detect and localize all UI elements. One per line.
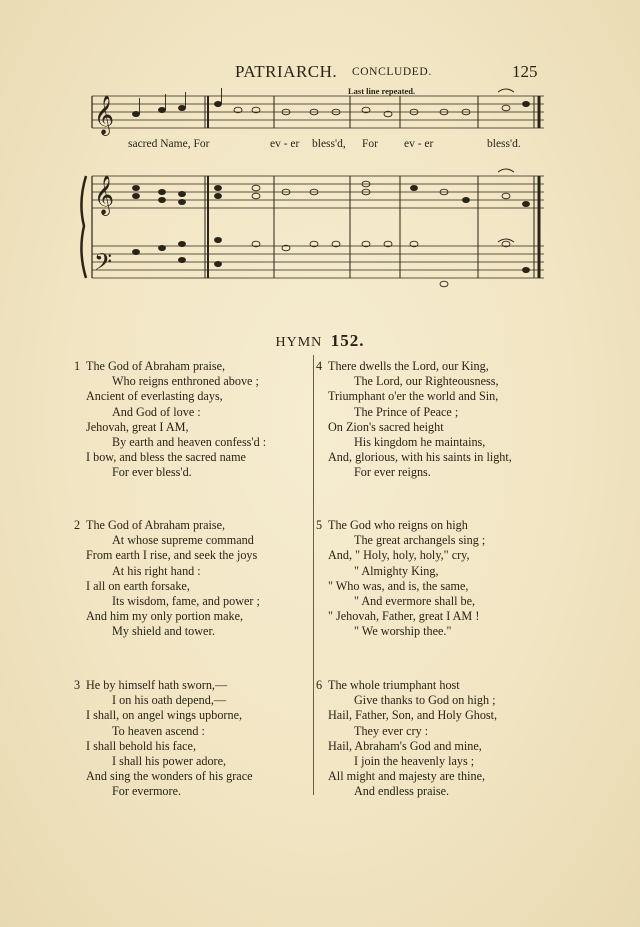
stanza-line-text: By earth and heaven confess'd :	[112, 435, 267, 450]
lyric-syllable: sacred Name, For	[128, 138, 210, 150]
stanza-line-text: " And evermore shall be,	[354, 594, 476, 609]
stanza-line	[328, 624, 485, 639]
stanza-line-text: He by himself hath sworn,—	[86, 678, 228, 692]
stanza-line	[86, 579, 260, 594]
fermata-icon	[498, 89, 514, 92]
lyric-syllable: bless'd,	[312, 138, 346, 150]
stanza-2	[74, 518, 260, 640]
stanza-line-text: Hail, Abraham's God and mine,	[328, 738, 482, 753]
stanza-line-text: The God of Abraham praise,	[86, 359, 226, 373]
stanza-line-text: The great archangels sing ;	[354, 533, 486, 548]
hymn-number: 152.	[330, 331, 365, 350]
stanza-5	[316, 518, 485, 640]
stanza-line-text: And, " Holy, holy, holy," cry,	[328, 548, 470, 563]
stanza-line-text: And him my only portion make,	[86, 609, 244, 624]
stanza-line	[328, 389, 512, 404]
brace-icon	[81, 176, 86, 278]
stanza-line	[86, 465, 266, 480]
stanza-line-text: " Jehovah, Father, great I AM !	[328, 609, 480, 624]
hymn-label: HYMN	[275, 335, 323, 350]
stanza-line	[86, 739, 253, 754]
stanza-line-text: And endless praise.	[354, 784, 450, 799]
stanza-line-text: On Zion's sacred height	[328, 419, 444, 434]
stanza-line	[86, 724, 253, 739]
stanza-line	[328, 739, 497, 754]
tune-title: PATRIARCH.	[235, 62, 338, 81]
stanza-line	[328, 435, 512, 450]
stanza-line-text: Ancient of everlasting days,	[86, 389, 223, 404]
stanza-line	[86, 564, 260, 579]
stanza-line-text: The whole triumphant host	[328, 678, 460, 692]
stanza-line-text: Give thanks to God on high ;	[354, 693, 496, 708]
treble-clef-icon: 𝄞	[94, 175, 115, 215]
stanza-line	[328, 754, 497, 769]
lyric-syllable: bless'd.	[487, 138, 521, 150]
stanza-line	[328, 405, 512, 420]
stanza-number: 5	[316, 518, 323, 532]
stanza-line-text: Its wisdom, fame, and power ;	[112, 594, 260, 609]
stanza-line-text: To heaven ascend :	[112, 723, 205, 738]
stanza-line	[86, 533, 260, 548]
lyric-syllable: ev - er	[404, 138, 434, 150]
stanza-number: 3	[74, 678, 81, 692]
stanza-line	[328, 769, 497, 784]
page-header	[0, 62, 640, 86]
stanza-line-text: I shall his power adore,	[112, 754, 227, 769]
stanza-line	[328, 564, 485, 579]
stanza-line	[316, 518, 485, 533]
lyric-syllable: ev - er	[270, 138, 300, 150]
stanza-line-text: And, glorious, with his saints in light,	[328, 450, 512, 465]
stanza-line-text: For ever bless'd.	[112, 465, 192, 480]
stanza-line-text: At whose supreme command	[112, 533, 254, 548]
stanza-line-text: From earth I rise, and seek the joys	[86, 548, 258, 563]
stanza-line-text: At his right hand :	[112, 563, 201, 578]
stanza-line	[328, 533, 485, 548]
stanza-line-text: And sing the wonders of his grace	[86, 769, 253, 784]
stanza-line-text: I all on earth forsake,	[86, 578, 190, 593]
stanza-line-text: The God of Abraham praise,	[86, 518, 226, 532]
stanza-line-text: All might and majesty are thine,	[328, 769, 486, 784]
stanza-line	[74, 678, 253, 693]
stanza-line	[86, 374, 266, 389]
stanza-number: 1	[74, 359, 81, 373]
stanza-line-text: They ever cry :	[354, 723, 429, 738]
stanza-line-text: I shall, on angel wings upborne,	[86, 708, 243, 723]
stanza-line	[328, 708, 497, 723]
stanza-line	[86, 754, 253, 769]
stanza-1	[74, 359, 266, 481]
stanza-3	[74, 678, 253, 800]
stanza-line-text: Hail, Father, Son, and Holy Ghost,	[328, 708, 498, 723]
lyric-syllable: For	[362, 138, 378, 150]
stanza-line	[328, 450, 512, 465]
stanza-line	[86, 769, 253, 784]
stanza-line-text: For ever reigns.	[354, 465, 431, 480]
stanza-line-text: The Prince of Peace ;	[354, 404, 459, 419]
stanza-line-text: The God who reigns on high	[328, 518, 468, 532]
stanza-line	[86, 420, 266, 435]
notes	[133, 88, 530, 287]
stanza-line-text: " We worship thee."	[354, 624, 452, 639]
stanza-line	[328, 784, 497, 799]
stanza-line	[86, 609, 260, 624]
stanza-line-text: I on his oath depend,—	[112, 693, 227, 708]
stanza-number: 2	[74, 518, 81, 532]
stanza-line-text: The Lord, our Righteousness,	[354, 374, 499, 389]
column-divider	[313, 355, 314, 795]
stanza-line	[316, 359, 512, 374]
stanza-line-text: My shield and tower.	[112, 624, 215, 639]
stanza-line	[328, 579, 485, 594]
stanza-line-text: And God of love :	[112, 404, 201, 419]
stanza-line-text: I shall behold his face,	[86, 738, 196, 753]
stanza-line	[328, 374, 512, 389]
stanza-line	[74, 518, 260, 533]
stanza-line-text: " Almighty King,	[354, 563, 439, 578]
stanza-number: 4	[316, 359, 323, 373]
barlines	[205, 96, 539, 278]
stanza-line	[74, 359, 266, 374]
stanza-line	[86, 624, 260, 639]
stanza-line	[328, 609, 485, 624]
stanza-number: 6	[316, 678, 323, 692]
stanza-line	[86, 693, 253, 708]
stanza-line-text: " Who was, and is, the same,	[328, 578, 469, 593]
stanza-line	[86, 450, 266, 465]
stanza-line	[86, 435, 266, 450]
fermata-icon	[498, 169, 514, 172]
stanza-line-text: I bow, and bless the sacred name	[86, 450, 246, 465]
treble-clef-icon: 𝄞	[94, 95, 115, 135]
repeat-direction: Last line repeated.	[348, 86, 416, 96]
stanza-line	[86, 405, 266, 420]
stanza-line	[86, 594, 260, 609]
stanza-line	[328, 465, 512, 480]
stanza-line	[328, 724, 497, 739]
bass-clef-icon: 𝄢	[94, 248, 113, 281]
stanza-line	[328, 693, 497, 708]
stanza-line-text: Jehovah, great I AM,	[86, 419, 189, 434]
stanza-4	[316, 359, 512, 481]
stanza-line	[86, 548, 260, 563]
stanza-6	[316, 678, 497, 800]
stanza-line	[328, 548, 485, 563]
stanza-line	[328, 420, 512, 435]
stanza-line	[86, 389, 266, 404]
page-number: 125	[512, 62, 538, 81]
staff-bass	[92, 246, 544, 278]
stanza-line	[86, 784, 253, 799]
stanza-line	[316, 678, 497, 693]
stanza-line	[86, 708, 253, 723]
tune-subtitle: CONCLUDED.	[352, 66, 432, 78]
score-svg	[74, 84, 550, 294]
hymn-heading	[0, 331, 640, 351]
stanza-line-text: Triumphant o'er the world and Sin,	[328, 389, 499, 404]
stanza-line-text: Who reigns enthroned above ;	[112, 374, 259, 389]
stanza-line-text: For evermore.	[112, 784, 182, 799]
stanza-line	[328, 594, 485, 609]
stanza-line-text: I join the heavenly lays ;	[354, 754, 475, 769]
stanza-line-text: There dwells the Lord, our King,	[328, 359, 489, 373]
stanza-line-text: His kingdom he maintains,	[354, 435, 486, 450]
music-score	[74, 84, 550, 294]
